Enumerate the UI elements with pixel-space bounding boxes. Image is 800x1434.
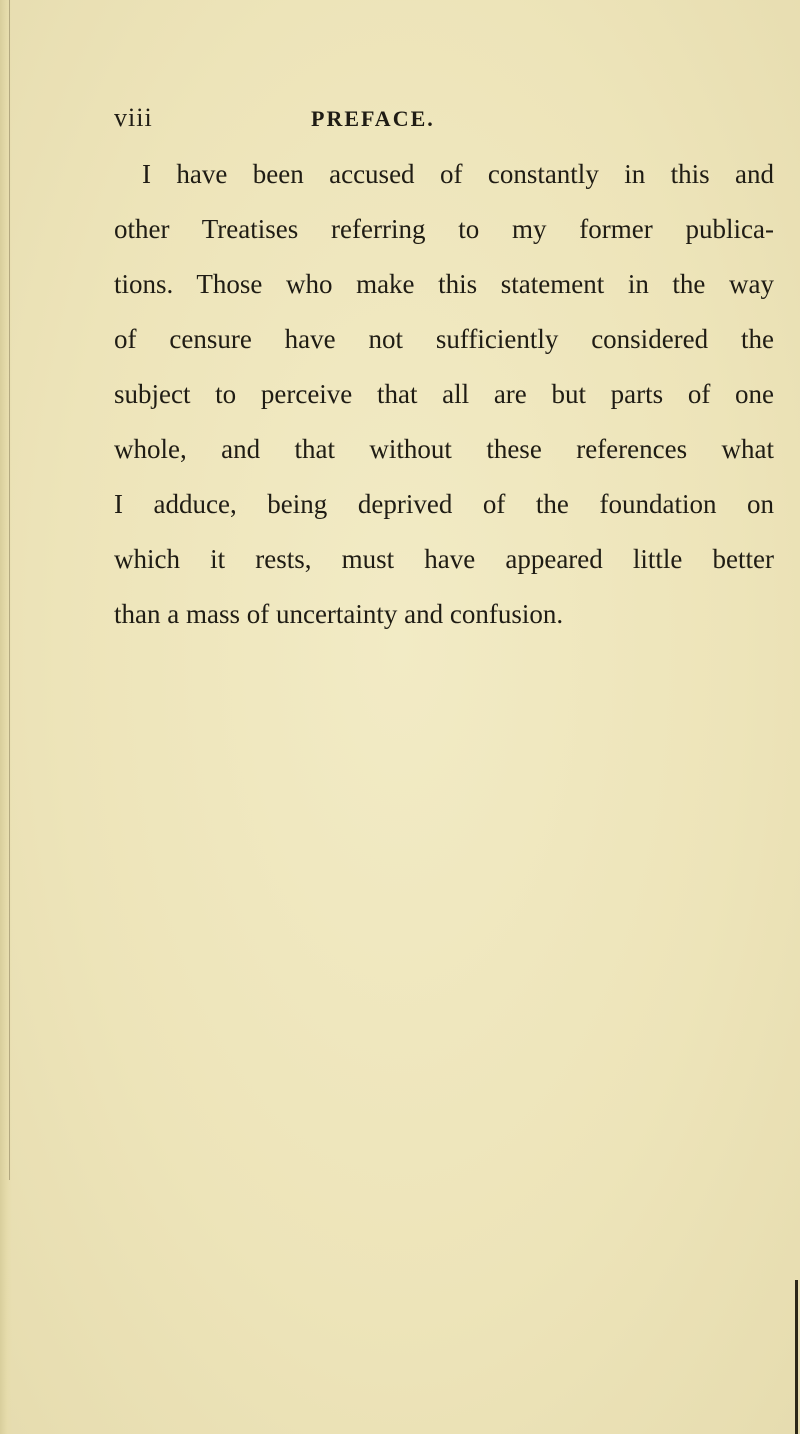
- preface-paragraph: [114, 150, 774, 645]
- text-line: other Treatises referring to my former publica-: [114, 214, 774, 244]
- text-line: tions. Those who make this statement in the way: [114, 269, 774, 299]
- page-header: [114, 103, 714, 143]
- page-edge-shadow: [795, 1280, 798, 1434]
- page-number: viii: [114, 103, 153, 132]
- running-head: PREFACE.: [311, 106, 435, 131]
- gutter-line: [9, 0, 10, 1180]
- text-line: of censure have not sufficiently considered the: [114, 324, 774, 354]
- page-gutter: [0, 0, 12, 1434]
- text-line: I adduce, being deprived of the foundation on: [114, 489, 774, 519]
- text-line: which it rests, must have appeared little better: [114, 544, 774, 574]
- text-line: whole, and that without these references what: [114, 434, 774, 464]
- text-line: subject to perceive that all are but parts of one: [114, 379, 774, 409]
- text-line-last: than a mass of uncertainty and confusion.: [114, 599, 564, 629]
- text-line: I have been accused of constantly in this and: [142, 159, 774, 189]
